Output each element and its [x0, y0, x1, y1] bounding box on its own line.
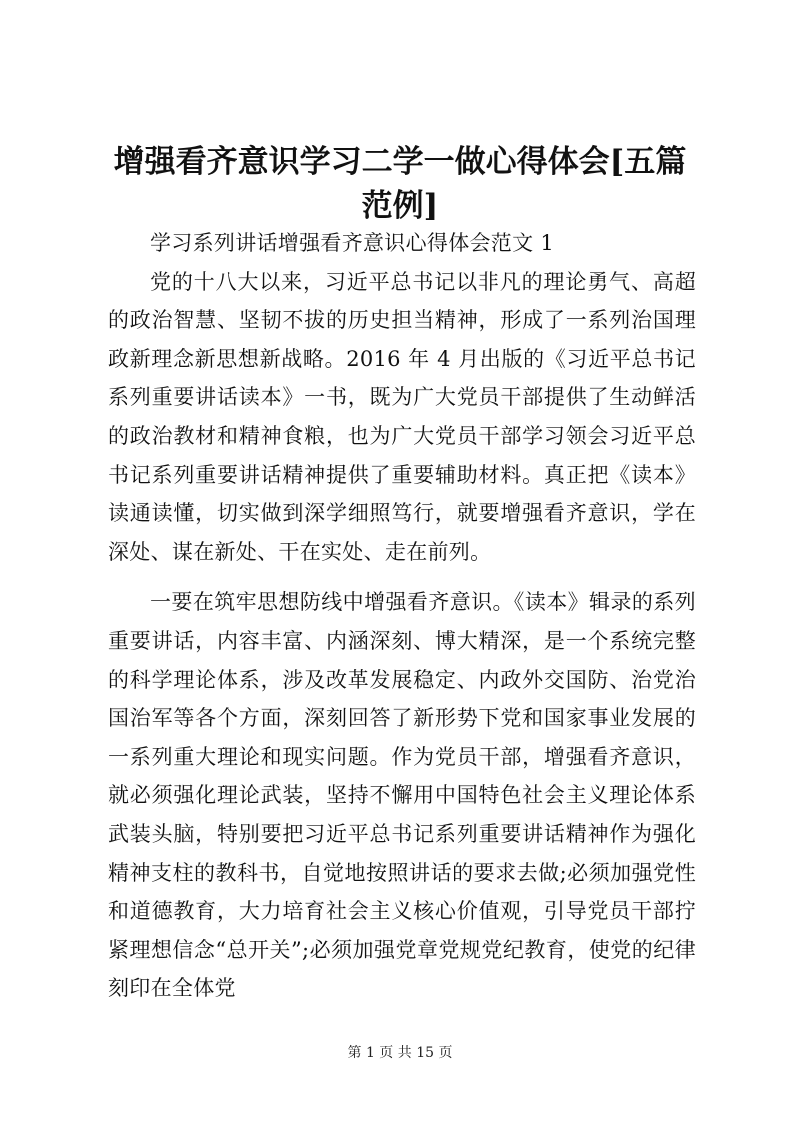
subtitle-line: 学习系列讲话增强看齐意识心得体会范文 1 — [150, 231, 555, 255]
document-body — [108, 224, 696, 1008]
page-footer: 第 1 页 共 15 页 — [347, 1045, 453, 1061]
document-title: 增强看齐意识学习二学一做心得体会[五篇范例] — [113, 144, 687, 224]
paragraph-2: 一要在筑牢思想防线中增强看齐意识。《读本》辑录的系列重要讲话，内容丰富、内涵深刻、博大精深，是一个系统完整的科学理论体系，涉及改革发展稳定、内政外交国防、治党治国治军等各个方面，深刻回答了新形势下党和国家事业发展的一系列重大理论和现实问题。作为党员干部，增强看齐意识，就必须强化理论武装，坚持不懈用中国特色社会主义理论体系武装头脑，特别要把习近平总书记系列重要讲话精神作为强化精神支柱的教科书，自觉地按照讲话的要求去做;必须加强党性和道德教育，大力培育社会主义核心价值观，引导党员干部拧紧理想信念“总开关”;必须加强党章党规党纪教育，使党的纪律刻印在全体党 — [108, 590, 696, 1001]
paragraph-1: 党的十八大以来，习近平总书记以非凡的理论勇气、高超的政治智慧、坚韧不拔的历史担当精神，形成了一系列治国理政新理念新思想新战略。2016 年 4 月出版的《习近平总书记系列重要讲话读本》一书，既为广大党员干部提供了生动鲜活的政治教材和精神食粮，也为广大党员干部学习领会习近平总书记系列重要讲话精神提供了重要辅助材料。真正把《读本》读通读懂，切实做到深学细照笃行，就要增强看齐意识，学在深处、谋在新处、干在实处、走在前列。 — [108, 269, 696, 564]
